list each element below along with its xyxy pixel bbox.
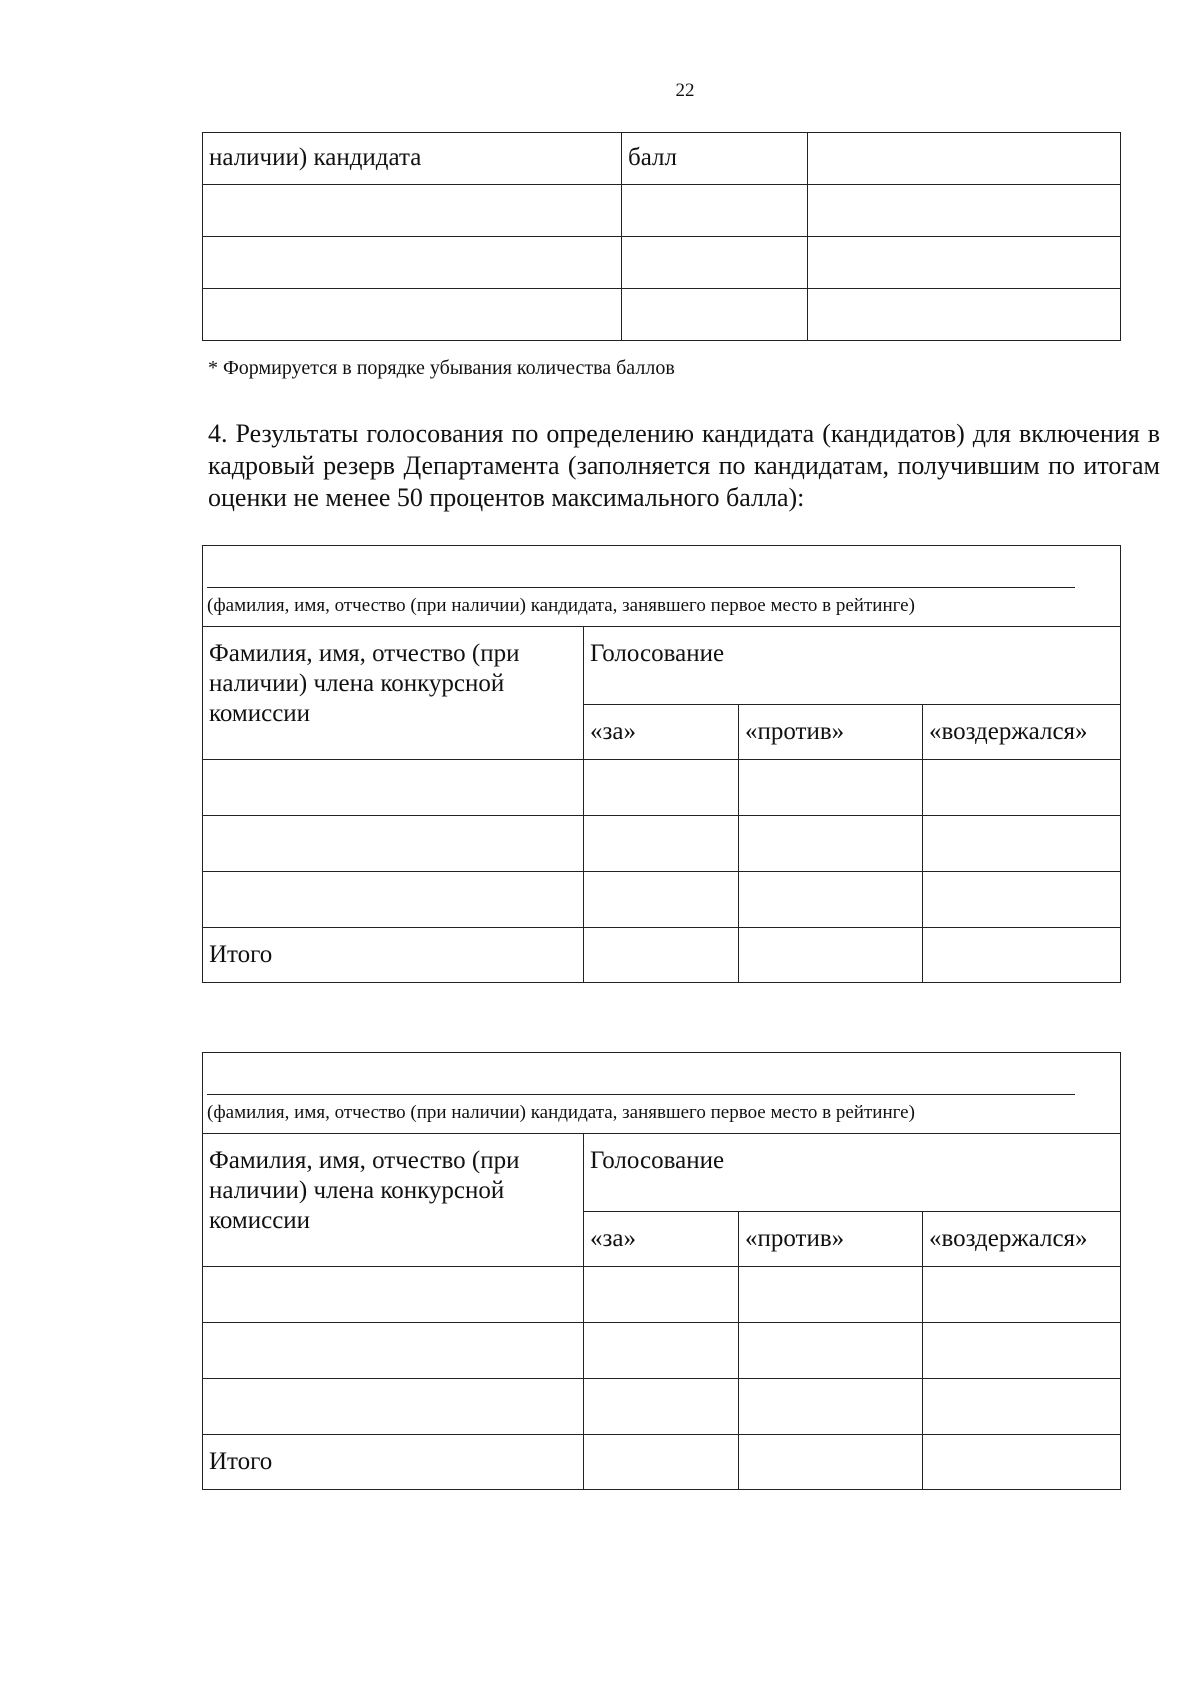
vote-table-2 [202, 1052, 1121, 1490]
vote-table-1 [202, 545, 1121, 983]
table-row [203, 760, 1121, 816]
table-cell[interactable] [739, 816, 923, 872]
table-cell[interactable] [203, 816, 584, 872]
table-cell[interactable] [923, 1379, 1121, 1435]
candidate-row [203, 1053, 1121, 1134]
table-row [203, 1379, 1121, 1435]
table-cell[interactable] [584, 872, 739, 928]
table-cell[interactable] [923, 1323, 1121, 1379]
rating-header-row [203, 133, 1121, 185]
member-header [203, 1134, 584, 1267]
table-cell[interactable] [203, 1267, 584, 1323]
candidate-row [203, 546, 1121, 627]
option-abstain: «воздержался» [923, 705, 1121, 760]
total-row [203, 928, 1121, 983]
table-row [203, 185, 1121, 237]
candidate-name-line[interactable] [207, 586, 1075, 588]
option-for: «за» [584, 705, 739, 760]
option-against: «против» [739, 1212, 923, 1267]
option-for: «за» [584, 1212, 739, 1267]
candidate-name-line[interactable] [207, 1093, 1075, 1095]
total-row [203, 1435, 1121, 1490]
table-cell[interactable] [808, 185, 1121, 237]
table-cell[interactable] [739, 1379, 923, 1435]
table-cell[interactable] [203, 760, 584, 816]
total-against-cell[interactable] [739, 928, 923, 983]
table-cell[interactable] [203, 185, 622, 237]
vote-header-row [203, 1134, 1121, 1212]
table-row [203, 1323, 1121, 1379]
table-cell[interactable] [739, 1323, 923, 1379]
member-header-label: Фамилия, имя, отчество (при наличии) члена конкурсной комиссии [209, 640, 520, 727]
table-cell[interactable] [203, 237, 622, 289]
table-cell[interactable] [739, 872, 923, 928]
table-cell[interactable] [584, 1379, 739, 1435]
total-label: Итого [203, 928, 584, 983]
table-row [203, 872, 1121, 928]
total-abstain-cell[interactable] [923, 1435, 1121, 1490]
total-label: Итого [203, 1435, 584, 1490]
vote-header-row [203, 627, 1121, 705]
table-cell[interactable] [739, 1267, 923, 1323]
table-cell[interactable] [584, 760, 739, 816]
table-cell[interactable] [923, 872, 1121, 928]
table-row [203, 237, 1121, 289]
table-cell[interactable] [584, 1267, 739, 1323]
member-header [203, 627, 584, 760]
table-cell[interactable] [203, 289, 622, 341]
candidate-cell [203, 1053, 1121, 1134]
table-cell[interactable] [739, 760, 923, 816]
candidate-cell [203, 546, 1121, 627]
table-cell[interactable] [203, 872, 584, 928]
table-row [203, 816, 1121, 872]
table-cell[interactable] [203, 1379, 584, 1435]
total-for-cell[interactable] [584, 928, 739, 983]
table-cell[interactable] [584, 1323, 739, 1379]
total-against-cell[interactable] [739, 1435, 923, 1490]
table-cell[interactable] [203, 1323, 584, 1379]
member-header-label: Фамилия, имя, отчество (при наличии) члена конкурсной комиссии [209, 1147, 520, 1234]
table-cell[interactable] [808, 237, 1121, 289]
total-abstain-cell[interactable] [923, 928, 1121, 983]
candidate-caption: (фамилия, имя, отчество (при наличии) кандидата, занявшего первое место в рейтинге) [207, 1102, 915, 1123]
table-cell[interactable] [923, 816, 1121, 872]
voting-header: Голосование [584, 1134, 1121, 1212]
rating-header-extra [808, 133, 1121, 185]
table-cell[interactable] [923, 760, 1121, 816]
rating-table [202, 132, 1121, 341]
rating-header-candidate: наличии) кандидата [203, 133, 622, 185]
option-abstain: «воздержался» [923, 1212, 1121, 1267]
table-cell[interactable] [622, 237, 808, 289]
table-cell[interactable] [622, 185, 808, 237]
table-cell[interactable] [808, 289, 1121, 341]
table-row [203, 289, 1121, 341]
candidate-caption: (фамилия, имя, отчество (при наличии) кандидата, занявшего первое место в рейтинге) [207, 595, 915, 616]
section-4-heading: 4. Результаты голосования по определению кандидата (кандидатов) для включения в кадровый резерв Департамента (заполняется по кандидатам, получившим по итогам оценки не менее 50 процентов максимального балла): [208, 419, 1160, 512]
total-for-cell[interactable] [584, 1435, 739, 1490]
table-cell[interactable] [923, 1267, 1121, 1323]
table-row [203, 1267, 1121, 1323]
page-number: 22 [675, 80, 695, 101]
table-cell[interactable] [584, 816, 739, 872]
voting-header: Голосование [584, 627, 1121, 705]
table-cell[interactable] [622, 289, 808, 341]
rating-header-score: балл [622, 133, 808, 185]
option-against: «против» [739, 705, 923, 760]
rating-footnote: * Формируется в порядке убывания количества баллов [208, 357, 675, 379]
